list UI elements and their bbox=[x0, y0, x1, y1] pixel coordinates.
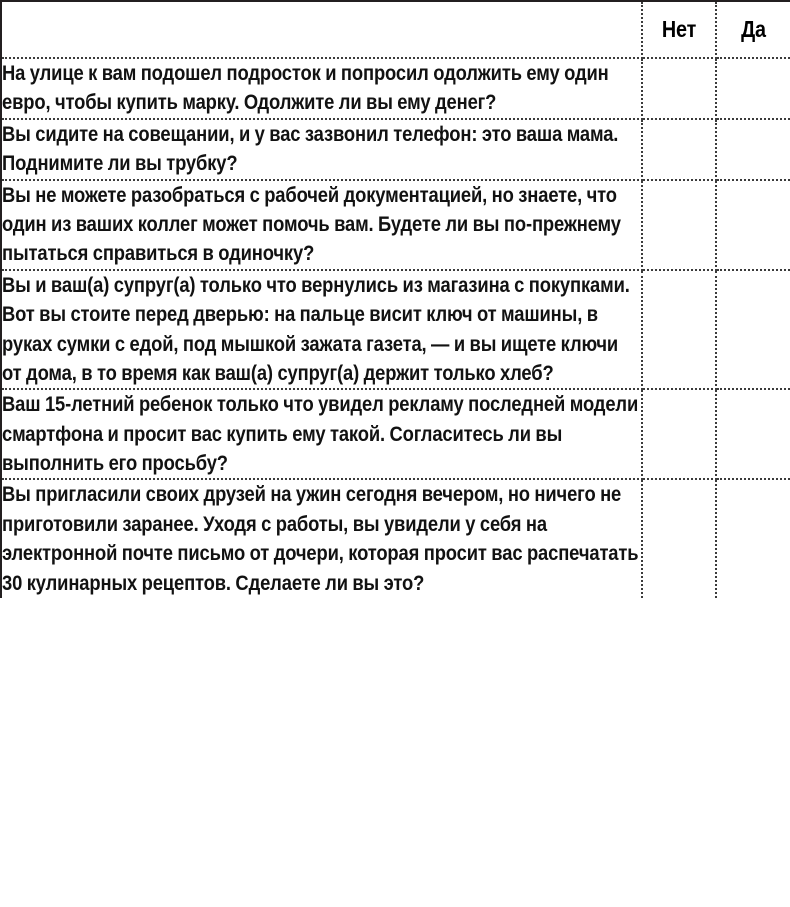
table-header bbox=[1, 1, 790, 58]
table-row bbox=[1, 479, 790, 598]
table-row bbox=[1, 270, 790, 390]
question-text-5: Ваш 15-летний ребенок только что увидел рекламу последней модели смартфона и просит вас купить ему такой. Согласитесь ли вы выполнить его просьбу? bbox=[2, 393, 639, 476]
answer-yes-5[interactable] bbox=[716, 389, 790, 479]
question-text-1: На улице к вам подошел подросток и попросил одолжить ему один евро, чтобы купить марку. Одолжите ли вы ему денег? bbox=[2, 62, 609, 115]
question-cell-1 bbox=[1, 58, 642, 119]
question-text-4: Вы и ваш(а) супруг(а) только что вернулись из магазина с покупками. Вот вы стоите перед дверью: на пальце висит ключ от машины, в руках сумки с едой, под мышкой зажата газета, — и вы ищете ключи от дома, в то время как ваш(а) супруг(а) держит только хлеб? bbox=[2, 273, 630, 385]
question-cell-6 bbox=[1, 479, 642, 598]
header-question-column bbox=[1, 1, 642, 58]
question-cell-4 bbox=[1, 270, 642, 390]
question-text-6: Вы пригласили своих друзей на ужин сегодня вечером, но ничего не приготовили заранее. Уходя с работы, вы увидели у себя на электронной почте письмо от дочери, которая просит вас распечатать 30 кулинарных рецептов. Сделаете ли вы это? bbox=[2, 483, 639, 595]
question-cell-2 bbox=[1, 119, 642, 180]
header-yes-column: Да bbox=[721, 1, 786, 58]
answer-no-5[interactable] bbox=[642, 389, 716, 479]
answer-yes-2[interactable] bbox=[716, 119, 790, 180]
answer-yes-3[interactable] bbox=[716, 180, 790, 270]
answer-no-1[interactable] bbox=[642, 58, 716, 119]
question-cell-5 bbox=[1, 389, 642, 479]
table-body bbox=[1, 58, 790, 598]
question-text-2: Вы сидите на совещании, и у вас зазвонил телефон: это ваша мама. Поднимите ли вы трубку? bbox=[2, 122, 619, 176]
answer-no-6[interactable] bbox=[642, 479, 716, 598]
answer-no-4[interactable] bbox=[642, 270, 716, 390]
table-row bbox=[1, 389, 790, 479]
table-row bbox=[1, 119, 790, 180]
answer-no-3[interactable] bbox=[642, 180, 716, 270]
header-no-column: Нет bbox=[647, 1, 711, 58]
question-text-3: Вы не можете разобраться с рабочей документацией, но знаете, что один из ваших коллег может помочь вам. Будете ли вы по-прежнему пытаться справиться в одиночку? bbox=[2, 183, 621, 266]
question-cell-3 bbox=[1, 180, 642, 270]
answer-yes-1[interactable] bbox=[716, 58, 790, 119]
header-row bbox=[1, 1, 790, 58]
answer-yes-4[interactable] bbox=[716, 270, 790, 390]
answer-no-2[interactable] bbox=[642, 119, 716, 180]
answer-yes-6[interactable] bbox=[716, 479, 790, 598]
table-row bbox=[1, 58, 790, 119]
table-row bbox=[1, 180, 790, 270]
